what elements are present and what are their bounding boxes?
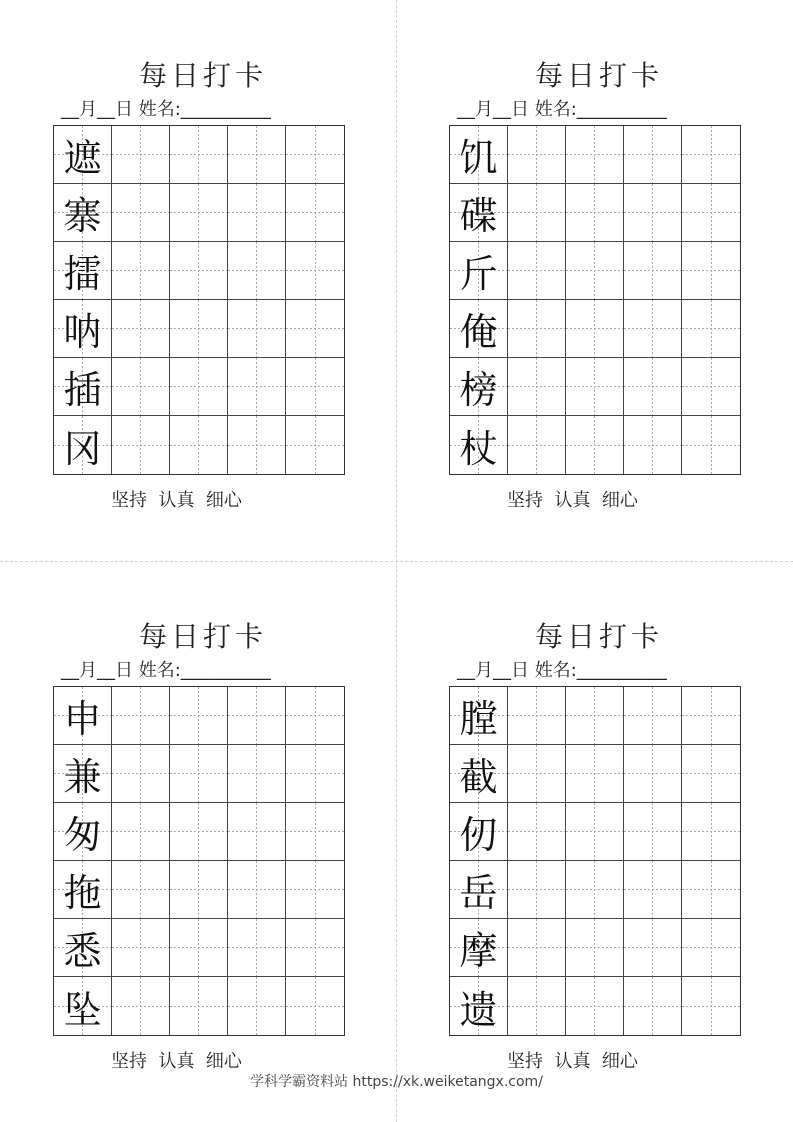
grid-cell-char [54, 861, 112, 919]
grid-cell [112, 126, 170, 184]
grid-cell [624, 184, 682, 242]
grid-cell [566, 977, 624, 1035]
grid-cell [508, 300, 566, 358]
grid-cell [624, 861, 682, 919]
practice-character: 坠 [63, 987, 102, 1032]
grid-cell [624, 687, 682, 745]
grid-cell [228, 803, 286, 861]
practice-character: 遗 [459, 987, 498, 1032]
grid-cell [286, 242, 344, 300]
grid-cell [624, 416, 682, 474]
grid-cell [566, 300, 624, 358]
practice-character: 插 [63, 368, 102, 412]
practice-character: 冈 [63, 426, 102, 471]
grid-cell-char [450, 803, 508, 861]
grid-cell-char [450, 687, 508, 745]
grid-cell-char [450, 242, 508, 300]
grid-cell [228, 358, 286, 416]
grid-cell [682, 803, 740, 861]
grid-cell-char [450, 977, 508, 1035]
practice-character: 拖 [63, 871, 102, 915]
grid-cell [170, 803, 228, 861]
grid-cell [228, 184, 286, 242]
grid-cell [228, 416, 286, 474]
grid-cell [566, 358, 624, 416]
grid-cell [112, 358, 170, 416]
grid-cell [112, 416, 170, 474]
grid-cell [508, 861, 566, 919]
grid-cell [228, 861, 286, 919]
source-footer: 学科学霸资料站 https://xk.weiketangx.com/ [250, 1074, 543, 1090]
grid-cell [228, 977, 286, 1035]
grid-cell [112, 242, 170, 300]
grid-cell [508, 687, 566, 745]
grid-cell [508, 745, 566, 803]
grid-cell [682, 919, 740, 977]
grid-cell-char [54, 919, 112, 977]
grid-cell [682, 861, 740, 919]
grid-cell [508, 977, 566, 1035]
practice-character: 匆 [63, 813, 102, 857]
date-name-line: __月__日 姓名:__________ [457, 99, 667, 120]
grid-cell [566, 919, 624, 977]
grid-cell-char [450, 416, 508, 474]
grid-cell [286, 745, 344, 803]
grid-cell [624, 977, 682, 1035]
grid-cell [112, 687, 170, 745]
grid-cell-char [54, 687, 112, 745]
practice-character: 截 [459, 755, 498, 799]
grid-cell-char [450, 126, 508, 184]
grid-cell [624, 358, 682, 416]
grid-cell-char [54, 300, 112, 358]
grid-cell [170, 861, 228, 919]
grid-cell [508, 184, 566, 242]
checkin-card-2 [449, 58, 749, 528]
practice-character: 碟 [459, 194, 498, 238]
practice-character: 遮 [63, 136, 102, 180]
grid-cell-char [54, 184, 112, 242]
grid-cell [228, 745, 286, 803]
grid-cell [682, 416, 740, 474]
grid-cell [508, 919, 566, 977]
grid-cell [508, 242, 566, 300]
practice-character: 摩 [459, 929, 498, 973]
grid-cell [286, 416, 344, 474]
grid-cell [624, 919, 682, 977]
grid-cell [624, 242, 682, 300]
grid-cell [566, 861, 624, 919]
motto: 坚持 认真 细心 [111, 1051, 242, 1072]
checkin-card-3 [53, 619, 353, 1089]
grid-cell [624, 300, 682, 358]
grid-cell [682, 242, 740, 300]
practice-character: 饥 [459, 136, 498, 180]
grid-cell [112, 803, 170, 861]
grid-cell [286, 861, 344, 919]
card-title: 每日打卡 [534, 59, 663, 92]
grid-cell [286, 358, 344, 416]
practice-character: 呐 [63, 310, 102, 354]
grid-cell [228, 242, 286, 300]
grid-cell [682, 745, 740, 803]
grid-cell [112, 919, 170, 977]
practice-character: 擂 [63, 252, 102, 296]
grid-cell [682, 358, 740, 416]
practice-grid [53, 686, 345, 1036]
practice-character: 杖 [459, 426, 498, 471]
grid-cell [170, 126, 228, 184]
grid-cell [228, 300, 286, 358]
grid-cell-char [54, 242, 112, 300]
grid-cell [682, 126, 740, 184]
practice-character: 申 [63, 697, 102, 741]
grid-cell [286, 300, 344, 358]
grid-cell [286, 126, 344, 184]
grid-cell [508, 416, 566, 474]
practice-grid [449, 125, 741, 475]
grid-cell [508, 358, 566, 416]
grid-cell-char [54, 745, 112, 803]
card-title: 每日打卡 [534, 620, 663, 653]
grid-cell-char [450, 358, 508, 416]
practice-character: 岳 [459, 871, 498, 915]
grid-cell [566, 416, 624, 474]
grid-cell [566, 803, 624, 861]
card-title: 每日打卡 [138, 59, 267, 92]
grid-cell-char [54, 977, 112, 1035]
checkin-card-1 [53, 58, 353, 528]
grid-cell-char [450, 300, 508, 358]
grid-cell [170, 242, 228, 300]
grid-cell [112, 300, 170, 358]
practice-character: 斤 [459, 252, 498, 296]
practice-grid [449, 686, 741, 1036]
motto: 坚持 认真 细心 [111, 490, 242, 511]
grid-cell [228, 126, 286, 184]
grid-cell-char [450, 745, 508, 803]
checkin-card-4 [449, 619, 749, 1089]
grid-cell [170, 687, 228, 745]
grid-cell-char [450, 861, 508, 919]
grid-cell [286, 919, 344, 977]
grid-cell [682, 687, 740, 745]
grid-cell [112, 745, 170, 803]
grid-cell-char [54, 803, 112, 861]
date-name-line: __月__日 姓名:__________ [457, 660, 667, 681]
grid-cell [170, 745, 228, 803]
grid-cell [170, 977, 228, 1035]
practice-grid [53, 125, 345, 475]
practice-character: 悉 [63, 929, 102, 973]
practice-character: 寨 [63, 194, 102, 238]
horizontal-cut-line [0, 561, 793, 562]
grid-cell [624, 126, 682, 184]
grid-cell [170, 919, 228, 977]
practice-character: 膛 [459, 697, 498, 741]
grid-cell [286, 977, 344, 1035]
grid-cell [624, 803, 682, 861]
grid-cell [170, 416, 228, 474]
practice-character: 俺 [459, 310, 498, 354]
grid-cell [170, 300, 228, 358]
grid-cell-char [54, 416, 112, 474]
grid-cell [566, 242, 624, 300]
practice-character: 兼 [63, 755, 102, 799]
grid-cell [624, 745, 682, 803]
grid-cell [112, 861, 170, 919]
grid-cell [286, 184, 344, 242]
motto: 坚持 认真 细心 [507, 490, 638, 511]
grid-cell [682, 977, 740, 1035]
motto: 坚持 认真 细心 [507, 1051, 638, 1072]
grid-cell-char [450, 184, 508, 242]
grid-cell-char [54, 358, 112, 416]
grid-cell [170, 358, 228, 416]
date-name-line: __月__日 姓名:__________ [61, 99, 271, 120]
grid-cell [170, 184, 228, 242]
grid-cell [566, 184, 624, 242]
grid-cell [228, 687, 286, 745]
practice-character: 仞 [459, 813, 498, 857]
grid-cell [566, 687, 624, 745]
grid-cell [286, 687, 344, 745]
grid-cell [112, 184, 170, 242]
grid-cell [566, 126, 624, 184]
grid-cell [682, 300, 740, 358]
grid-cell-char [450, 919, 508, 977]
grid-cell [682, 184, 740, 242]
card-title: 每日打卡 [138, 620, 267, 653]
grid-cell-char [54, 126, 112, 184]
grid-cell [508, 803, 566, 861]
grid-cell [112, 977, 170, 1035]
grid-cell [228, 919, 286, 977]
practice-character: 榜 [459, 368, 498, 412]
grid-cell [508, 126, 566, 184]
grid-cell [286, 803, 344, 861]
grid-cell [566, 745, 624, 803]
date-name-line: __月__日 姓名:__________ [61, 660, 271, 681]
